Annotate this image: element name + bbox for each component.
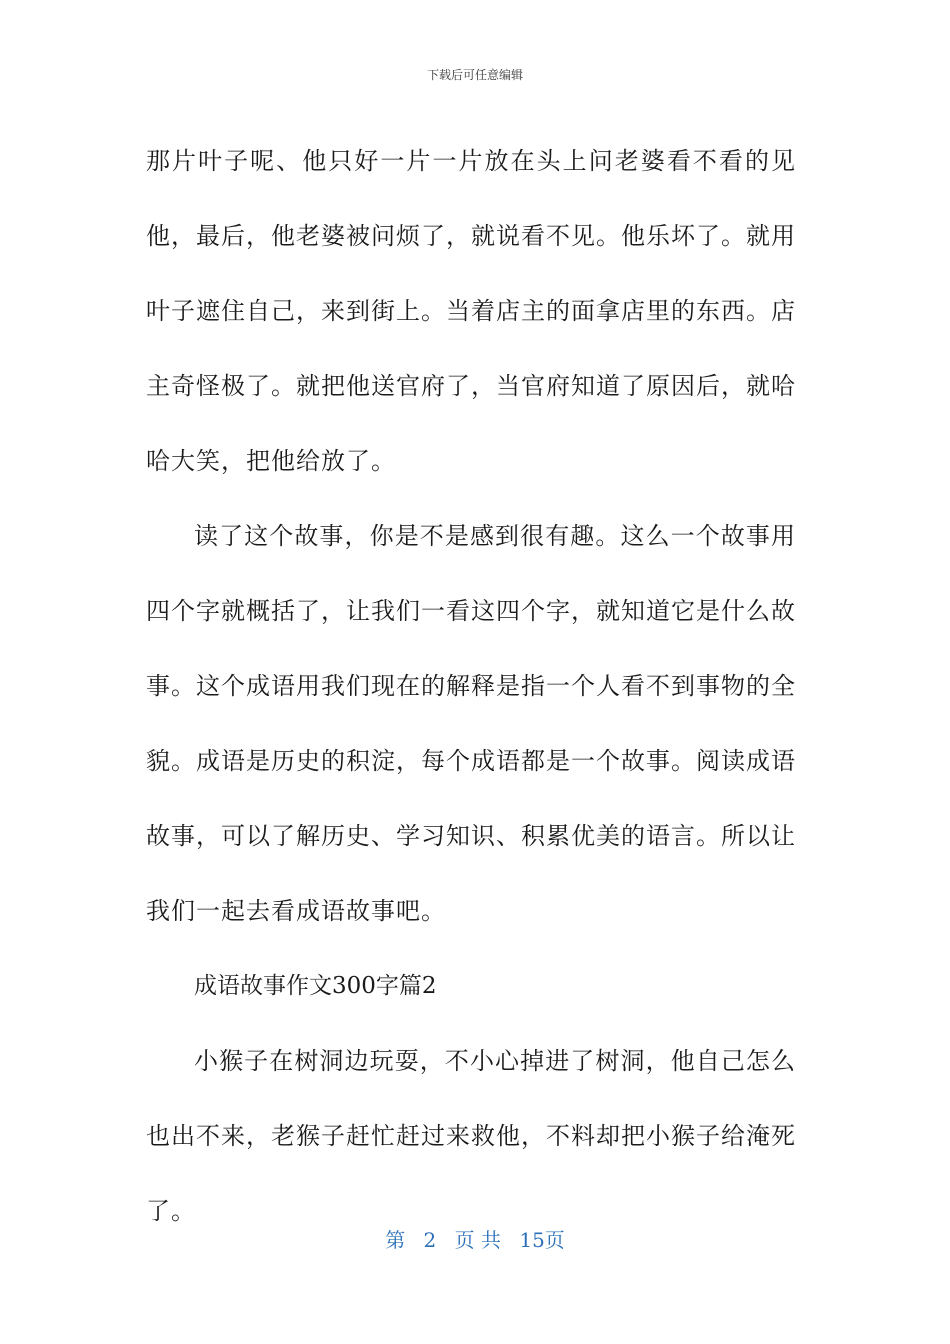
page-header-note: 下载后可任意编辑 bbox=[426, 68, 523, 82]
footer-prefix: 第 bbox=[385, 1228, 406, 1252]
section-heading: 成语故事作文300字篇2 bbox=[194, 973, 437, 999]
paragraph-2: 读了这个故事，你是不是感到很有趣。这么一个故事用四个字就概括了，让我们一看这四个字，就知道它是什么故事。这个成语用我们现在的解释是指一个人看不到事物的全貌。成语是历史的积淀，每个成语都是一个故事。阅读成语故事，可以了解历史、学习知识、积累优美的语言。所以让我们一起去看成语故事吧。 bbox=[146, 522, 796, 925]
footer-current-page: 2 bbox=[423, 1228, 437, 1252]
page-footer bbox=[0, 1224, 950, 1253]
paragraph-3: 小猴子在树洞边玩耍，不小心掉进了树洞，他自己怎么也出不来，老猴子赶忙赶过来救他，不料却把小猴子给淹死了。 bbox=[146, 1047, 796, 1225]
footer-middle: 页 共 bbox=[454, 1228, 501, 1252]
paragraph-1: 那片叶子呢、他只好一片一片放在头上问老婆看不看的见他，最后，他老婆被问烦了，就说看不见。他乐坏了。就用叶子遮住自己，来到街上。当着店主的面拿店里的东西。店主奇怪极了。就把他送官府了，当官府知道了原因后，就哈哈大笑，把他给放了。 bbox=[146, 147, 796, 475]
document-body bbox=[146, 124, 796, 1249]
footer-total-pages: 15页 bbox=[519, 1228, 565, 1252]
